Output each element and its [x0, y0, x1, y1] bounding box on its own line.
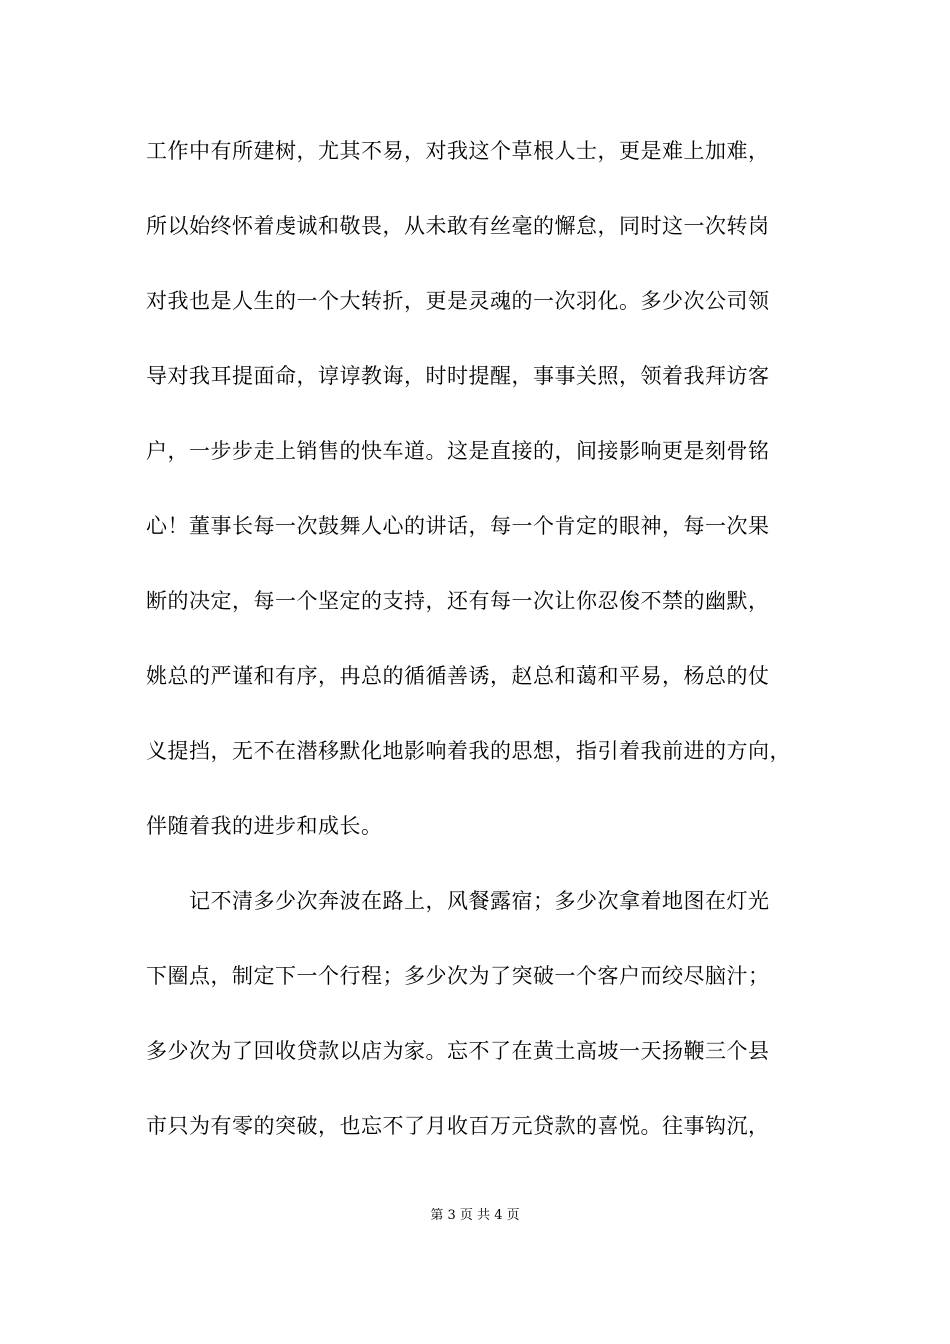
body-text-line: 下圈点，制定下一个行程；多少次为了突破一个客户而绞尽脑汁； — [146, 964, 770, 988]
body-text-line: 伴随着我的进步和成长。 — [146, 814, 383, 838]
body-text-line: 姚总的严谨和有序，冉总的循循善诱，赵总和蔼和平易，杨总的仗 — [146, 664, 770, 688]
body-text-line: 断的决定，每一个坚定的支持，还有每一次让你忍俊不禁的幽默， — [146, 589, 770, 613]
body-text-line: 市只为有零的突破，也忘不了月收百万元贷款的喜悦。往事钩沉， — [146, 1114, 770, 1138]
body-text-line: 导对我耳提面命，谆谆教诲，时时提醒，事事关照，领着我拜访客 — [146, 364, 770, 388]
page-footer: 第 3 页 共 4 页 — [430, 1208, 520, 1223]
body-text-line: 所以始终怀着虔诚和敬畏，从未敢有丝毫的懈怠，同时这一次转岗 — [146, 214, 770, 238]
body-text-line: 多少次为了回收贷款以店为家。忘不了在黄土高坡一天扬鞭三个县 — [146, 1039, 770, 1063]
body-text-line: 义提挡，无不在潜移默化地影响着我的思想，指引着我前进的方向， — [146, 739, 791, 763]
body-text-line: 工作中有所建树，尤其不易，对我这个草根人士，更是难上加难， — [146, 139, 770, 163]
body-text-line: 心！董事长每一次鼓舞人心的讲话，每一个肯定的眼神，每一次果 — [146, 514, 770, 538]
body-text-line: 对我也是人生的一个大转折，更是灵魂的一次羽化。多少次公司领 — [146, 289, 770, 313]
body-text-line: 户，一步步走上销售的快车道。这是直接的，间接影响更是刻骨铭 — [146, 439, 770, 463]
body-text-line: 记不清多少次奔波在路上，风餐露宿；多少次拿着地图在灯光 — [146, 889, 770, 913]
